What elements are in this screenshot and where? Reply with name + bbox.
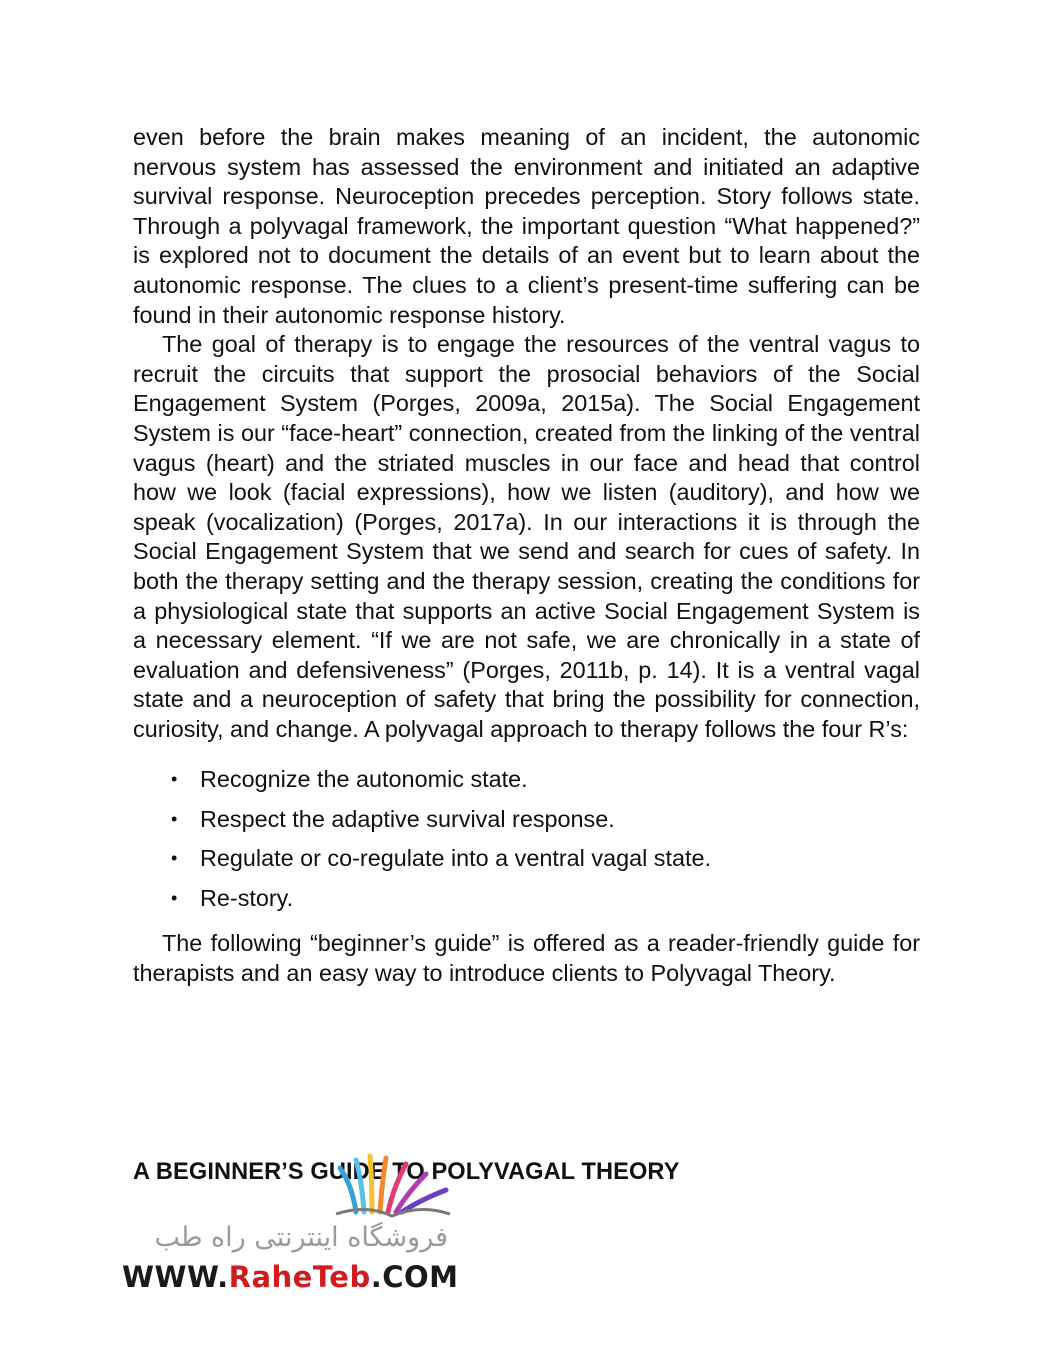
bullet-icon: • [171,848,178,869]
bullet-icon: • [171,887,178,908]
list-item-text: Respect the adaptive survival response. [200,805,615,832]
watermark-url-suffix: .COM [370,1260,459,1294]
list-item-text: Recognize the autonomic state. [200,766,528,793]
watermark-persian-text: فروشگاه اینترنتی راه طب [154,1222,448,1253]
list-item [133,765,920,795]
bullet-icon: • [171,769,178,790]
paragraph-therapy-goal: The goal of therapy is to engage the resources of the ventral vagus to recruit the circuits that support the prosocial behaviors of the Social Engagement System (Porges, 2009a, 2015a). The Social Engagement System is our “face-heart” connection, created from the linking of the ventral vagus (heart) and the striated muscles in our face and head that control how we look (facial expressions), how we listen (auditory), and how we speak (vocalization) (Porges, 2017a). In our interactions it is through the Social Engagement System that we send and search for cues of safety. In both the therapy setting and the therapy session, creating the conditions for a physiological state that supports an active Social Engagement System is a necessary element. “If we are not safe, we are chronically in a state of evaluation and defensiveness” (Porges, 2011b, p. 14). It is a ventral vagal state and a neuroception of safety that bring the possibility for connection, curiosity, and change. A polyvagal approach to therapy follows the four R’s: [133,331,920,742]
section-heading: A BEGINNER’S GUIDE TO POLYVAGAL THEORY [133,1159,680,1185]
bullet-icon: • [171,808,178,829]
list-item [133,844,920,874]
list-item [133,805,920,835]
list-item-text: Regulate or co-regulate into a ventral vagal state. [200,845,711,872]
watermark-url [122,1260,459,1294]
watermark-url-prefix: WWW. [122,1260,229,1294]
watermark [118,1150,458,1300]
list-item [133,884,920,914]
page-body [133,123,920,988]
watermark-url-brand: RaheTeb [228,1260,371,1294]
open-book-logo-icon [328,1150,458,1220]
paragraph-continued: even before the brain makes meaning of an incident, the autonomic nervous system has assessed the environment and initiated an adaptive survival response. Neuroception precedes perception. Story follows state. Through a polyvagal framework, the important question “What happened?” is explored not to document the details of an event but to learn about the autonomic response. The clues to a client’s present-time suffering can be found in their autonomic response history. [133,124,920,328]
paragraph-beginners-guide: The following “beginner’s guide” is offered as a reader-friendly guide for therapists and an easy way to introduce clients to Polyvagal Theory. [133,930,920,986]
list-item-text: Re-story. [200,884,294,911]
four-rs-list [133,765,920,913]
